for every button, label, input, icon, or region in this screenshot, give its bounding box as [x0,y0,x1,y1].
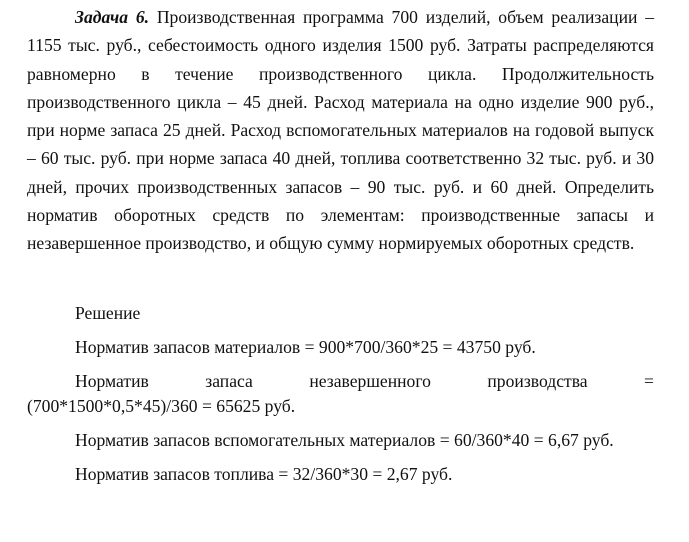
spacer [27,258,654,285]
task-label: Задача 6. [75,7,150,27]
task-paragraph [27,1,654,258]
wip-word-1: Норматив [75,371,149,392]
solution-line-materials: Норматив запасов материалов = 900*700/360*25 = 43750 руб. [75,336,536,357]
wip-word-3: незавершенного [309,371,431,392]
solution-line-fuel: Норматив запасов топлива = 32/360*30 = 2,67 руб. [75,464,453,485]
document-page [27,0,654,492]
wip-word-2: запаса [205,371,253,392]
solution-title: Решение [75,302,141,323]
solution-line-aux-materials: Норматив запасов вспомогательных материалов = 60/360*40 = 6,67 руб. [75,429,614,450]
solution-line-wip-continuation: (700*1500*0,5*45)/360 = 65625 руб. [27,395,296,416]
task-text: Производственная программа 700 изделий, объем реализации – 1155 тыс. руб., себестоимость одного изделия 1500 руб. Затраты распределяются равномерно в течение производственного цикла. Продолжительность производственного цикла – 45 дней. Расход материала на одно изделие 900 руб., при норме запаса 25 дней. Расход вспомогательных материалов на годовой выпуск – 60 тыс. руб. при норме запаса 40 дней, топлива соответственно 32 тыс. руб. и 30 дней, прочих производственных запасов – 90 тыс. руб. и 60 дней. Определить норматив оборотных средств по элементам: производственные запасы и незавершенное производство, и общую сумму нормируемых оборотных средств. [27,7,654,254]
wip-word-5: = [644,371,654,392]
wip-word-4: производства [487,371,588,392]
